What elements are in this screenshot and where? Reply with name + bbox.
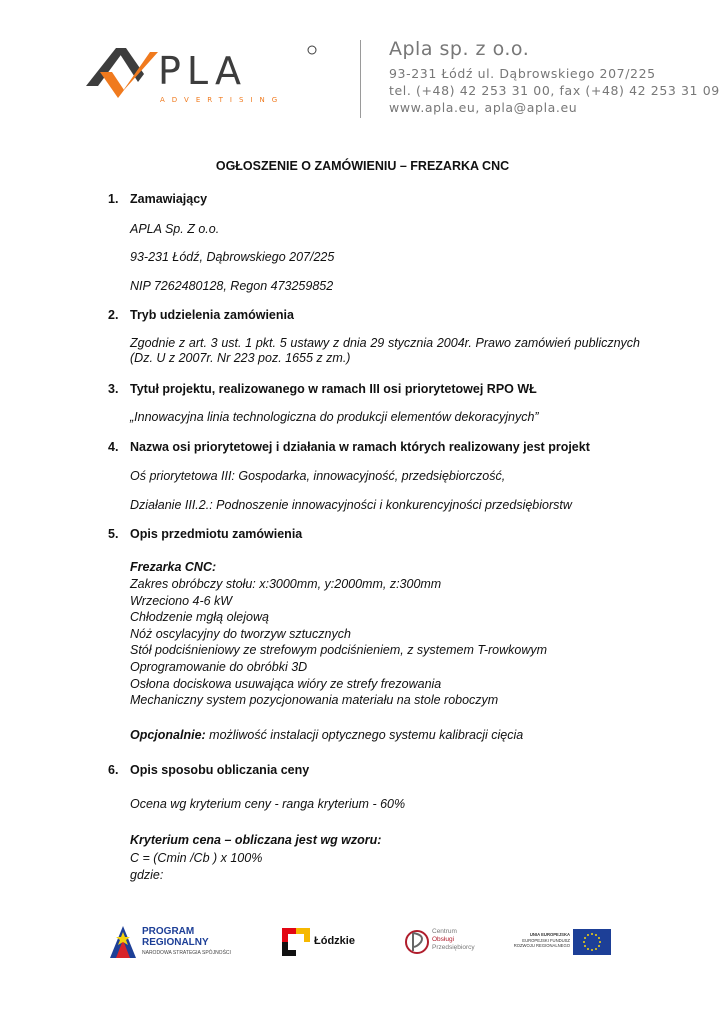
eu-logo — [510, 918, 615, 968]
criterion-title: Kryterium cena – obliczana jest wg wzoru: — [130, 833, 382, 847]
list-item: Oprogramowanie do obróbki 3D — [130, 659, 308, 674]
list-item: Mechaniczny system pozycjonowania materiału na stole roboczym — [130, 693, 499, 708]
cop-line2: Obsługi — [432, 936, 455, 943]
optional-line — [130, 728, 523, 742]
cop-icon — [405, 927, 429, 957]
cnc-subtitle: Frezarka CNC: — [130, 560, 217, 574]
eu-line3: ROZWOJU REGIONALNEGO — [513, 943, 570, 948]
company-name: Apla sp. z o.o. — [389, 38, 530, 60]
cop-logo — [405, 918, 485, 968]
lodzkie-icon — [282, 928, 310, 956]
cop-line3: Przedsiębiorcy — [432, 944, 475, 951]
header-divider — [360, 40, 361, 118]
program-line3: NARODOWA STRATEGIA SPÓJNOŚCI — [142, 950, 231, 956]
list-item: Wrzeciono 4-6 kW — [130, 593, 233, 608]
procedure-text-line1: Zgodnie z art. 3 ust. 1 pkt. 5 ustawy z dnia 29 stycznia 2004r. Prawo zamówień publicznych — [130, 336, 640, 350]
formula-where: gdzie: — [130, 868, 164, 882]
section-label: Opis przedmiotu zamówienia — [130, 527, 303, 541]
company-address: 93-231 Łódź ul. Dąbrowskiego 207/225 — [389, 66, 656, 81]
company-web: www.apla.eu, apla@apla.eu — [389, 100, 578, 115]
section-number: 4. — [108, 440, 119, 454]
company-info — [389, 38, 720, 115]
eu-line2: EUROPEJSKI FUNDUSZ — [522, 937, 570, 943]
contractor-address: 93-231 Łódź, Dąbrowskiego 207/225 — [130, 250, 335, 264]
lodzkie-label: Łódzkie — [314, 935, 355, 947]
cnc-spec-list — [130, 576, 547, 709]
list-item: Chłodzenie mgłą olejową — [130, 610, 269, 625]
section-label: Nazwa osi priorytetowej i działania w ramach których realizowany jest projekt — [130, 440, 590, 454]
program-line2: REGIONALNY — [142, 937, 209, 948]
procedure-text-line2: (Dz. U z 2007r. Nr 223 poz. 1655 z zm.) — [130, 351, 351, 365]
cop-line1: Centrum — [432, 928, 457, 935]
optional-label: Opcjonalnie: — [130, 728, 206, 742]
contractor-ids: NIP 7262480128, Regon 473259852 — [130, 279, 334, 293]
document-title: OGŁOSZENIE O ZAMÓWIENIU – FREZARKA CNC — [215, 159, 510, 173]
list-item: Stół podciśnieniowy ze strefowym podciśnieniem, z systemem T-rowkowym — [130, 643, 548, 658]
program-regionalny-icon — [108, 922, 138, 960]
section-number: 1. — [108, 192, 119, 206]
project-title: „Innowacyjna linia technologiczna do produkcji elementów dekoracyjnych” — [130, 410, 539, 424]
priority-axis: Oś priorytetowa III: Gospodarka, innowacyjność, przedsiębiorczość, — [130, 469, 506, 483]
list-item: Osłona dociskowa usuwająca wióry ze strefy frezowania — [130, 676, 442, 691]
apla-logo-graphic — [86, 42, 318, 112]
section-label: Opis sposobu obliczania ceny — [130, 763, 310, 777]
lodzkie-logo — [282, 918, 362, 968]
section-number: 5. — [108, 527, 119, 541]
section-label: Tytuł projektu, realizowanego w ramach III osi priorytetowej RPO WŁ — [130, 382, 537, 396]
section-label: Tryb udzielenia zamówienia — [130, 308, 294, 322]
section-number: 6. — [108, 763, 119, 777]
price-formula: C = (Cmin /Cb ) x 100% — [130, 851, 263, 865]
svg-text:PLA: PLA — [158, 49, 247, 93]
contractor-name: APLA Sp. Z o.o. — [130, 222, 220, 236]
logo-subtitle: ADVERTISING — [160, 96, 285, 104]
program-regionalny-logo — [108, 918, 238, 968]
eu-line1: UNIA EUROPEJSKA — [529, 932, 570, 937]
measure-name: Działanie III.2.: Podnoszenie innowacyjności i konkurencyjności przedsiębiorstw — [130, 498, 572, 512]
company-phone: tel. (+48) 42 253 31 00, fax (+48) 42 253 31 09 — [389, 83, 720, 98]
section-number: 3. — [108, 382, 119, 396]
section-label: Zamawiający — [130, 192, 208, 206]
section-number: 2. — [108, 308, 119, 322]
program-line1: PROGRAM — [142, 926, 195, 937]
apla-logo — [86, 42, 318, 112]
optional-text: możliwość instalacji optycznego systemu kalibracji cięcia — [205, 728, 524, 742]
list-item: Zakres obróbczy stołu: x:3000mm, y:2000mm, z:300mm — [130, 577, 442, 591]
list-item: Nóż oscylacyjny do tworzyw sztucznych — [130, 626, 351, 641]
price-criterion: Ocena wg kryterium ceny - ranga kryterium - 60% — [130, 797, 406, 811]
eu-flag-icon — [573, 929, 611, 955]
